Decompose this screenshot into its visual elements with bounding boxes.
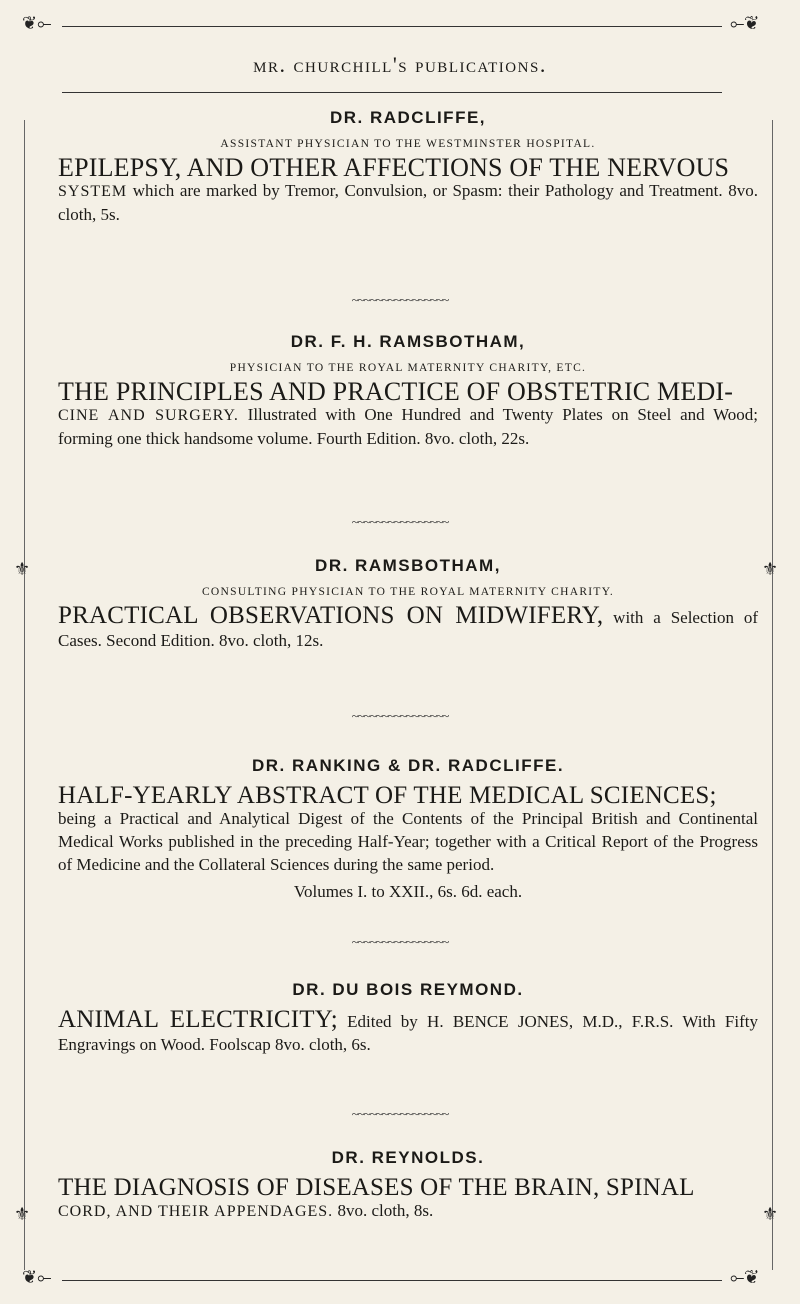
book-title-continued: CORD, AND THEIR APPENDAGES. <box>58 1203 334 1220</box>
book-title: THE PRINCIPLES AND PRACTICE OF OBSTETRIC MEDI- <box>58 377 734 406</box>
book-description <box>58 377 759 450</box>
book-title: EPILEPSY, AND OTHER AFFECTIONS OF THE NERVOUS <box>58 153 730 182</box>
book-title: ANIMAL ELECTRICITY; <box>58 1006 338 1033</box>
author-position: CONSULTING PHYSICIAN TO THE ROYAL MATERNITY CHARITY. <box>201 586 615 598</box>
top-left-ornament-icon: ❦⟜ <box>22 13 52 33</box>
entry-du-bois-reymond <box>58 980 758 1056</box>
bottom-right-ornament-icon: ⟜❦ <box>730 1267 759 1287</box>
book-description <box>58 784 758 876</box>
author-name: DR. DU BOIS REYMOND. <box>292 980 524 999</box>
book-details: with a Selection of Cases. Second Edition. 8vo. cloth, 12s. <box>58 608 758 650</box>
book-details: Edited by H. BENCE JONES, M.D., F.R.S. With Fifty Engravings on Wood. Foolscap 8vo. cloth, 6s. <box>58 1012 758 1054</box>
separator-squiggle: ~~~~~~~~~~~~~~~~ <box>351 708 449 723</box>
running-head: mr. churchill's publications. <box>253 52 547 77</box>
author-name: DR. REYNOLDS. <box>331 1148 485 1167</box>
book-details: which are marked by Tremor, Convulsion, or Spasm: their Pathology and Treatment. 8vo. cloth, 5s. <box>58 181 758 224</box>
author-position: PHYSICIAN TO THE ROYAL MATERNITY CHARITY, ETC. <box>229 362 587 374</box>
author-name: DR. RANKING & DR. RADCLIFFE. <box>251 756 565 775</box>
book-description <box>58 153 758 226</box>
entry-ranking-radcliffe <box>58 756 758 903</box>
book-description <box>58 1176 758 1223</box>
entry-reynolds <box>58 1148 758 1223</box>
left-flourish-icon: ⚜ <box>14 559 31 579</box>
top-rule <box>62 26 722 27</box>
separator-squiggle: ~~~~~~~~~~~~~~~~ <box>351 514 449 529</box>
entry-ramsbotham <box>58 556 758 652</box>
bottom-rule <box>62 1280 722 1281</box>
bottom-left-ornament-icon: ❦⟜ <box>22 1267 52 1287</box>
separator-squiggle: ~~~~~~~~~~~~~~~~ <box>351 292 449 307</box>
book-title: HALF-YEARLY ABSTRACT OF THE MEDICAL SCIENCES; <box>58 782 717 809</box>
book-details: Illustrated with One Hundred and Twenty Plates on Steel and Wood; forming one thick handsome volume. Fourth Edition. 8vo. cloth, 22s. <box>58 405 759 448</box>
author-position: ASSISTANT PHYSICIAN TO THE WESTMINSTER HOSPITAL. <box>220 138 596 150</box>
entry-f-h-ramsbotham <box>58 332 758 450</box>
top-right-ornament-icon: ⟜❦ <box>730 13 759 33</box>
book-title: THE DIAGNOSIS OF DISEASES OF THE BRAIN, SPINAL <box>58 1174 695 1201</box>
author-name: DR. RAMSBOTHAM, <box>315 556 501 575</box>
book-title-continued: SYSTEM <box>58 183 128 200</box>
right-flourish-icon: ⚜ <box>762 559 779 579</box>
volumes-note: Volumes I. to XXII., 6s. 6d. each. <box>293 882 523 901</box>
book-details: being a Practical and Analytical Digest of the Contents of the Principal British and Continental Medical Works published in the preceding Half-Year; together with a Critical Report of the Progress of Medicine and the Collateral Sciences during the same period. <box>58 809 758 874</box>
book-description <box>58 604 758 652</box>
separator-squiggle: ~~~~~~~~~~~~~~~~ <box>351 1106 449 1121</box>
header-underline <box>62 92 722 93</box>
author-name: DR. F. H. RAMSBOTHAM, <box>290 332 526 351</box>
book-title: PRACTICAL OBSERVATIONS ON MIDWIFERY, <box>58 602 604 629</box>
book-description <box>58 1008 758 1056</box>
right-flourish-icon-lower: ⚜ <box>762 1204 779 1224</box>
book-details: 8vo. cloth, 8s. <box>333 1201 434 1220</box>
book-title-continued: CINE AND SURGERY. <box>58 407 239 424</box>
separator-squiggle: ~~~~~~~~~~~~~~~~ <box>351 934 449 949</box>
author-name: DR. RADCLIFFE, <box>329 108 487 127</box>
left-flourish-icon-lower: ⚜ <box>14 1204 31 1224</box>
entry-radcliffe <box>58 108 758 226</box>
